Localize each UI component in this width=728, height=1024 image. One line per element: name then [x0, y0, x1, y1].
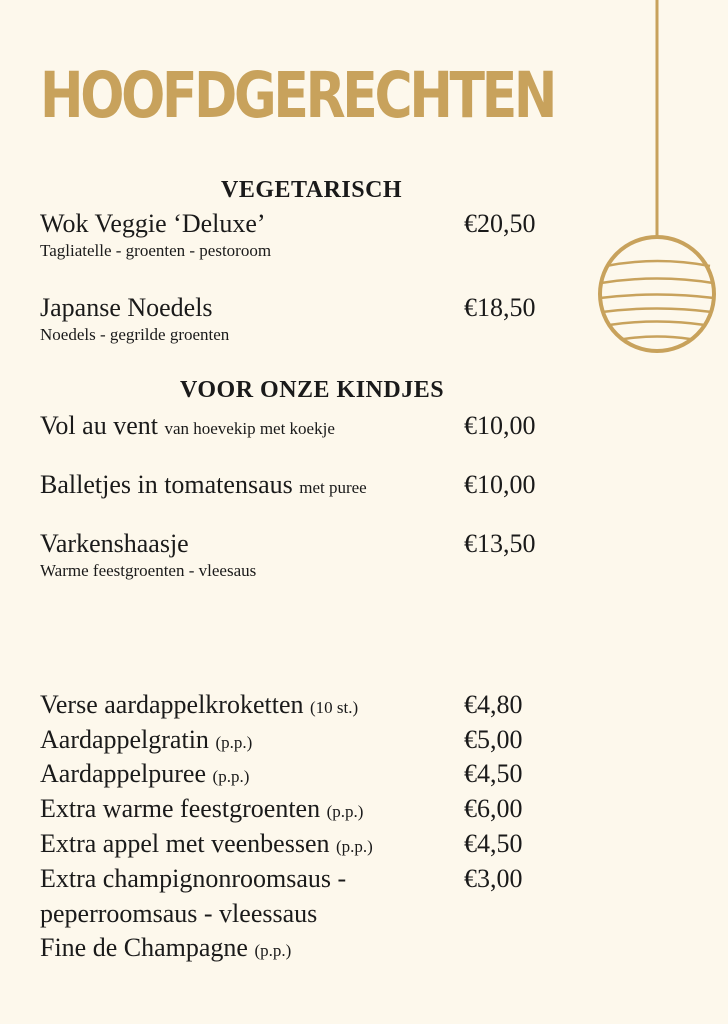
christmas-bauble-icon	[592, 0, 722, 360]
side-item: Extra warme feestgroenten (p.p.)	[40, 794, 364, 823]
section-heading-vegetarisch: VEGETARISCH	[221, 177, 403, 203]
side-item-price: €3,00	[464, 864, 523, 893]
menu-item-name: Balletjes in tomatensaus met puree	[40, 470, 367, 499]
side-item-price: €5,00	[464, 725, 523, 754]
menu-item-description: Tagliatelle - groenten - pestoroom	[40, 241, 272, 260]
side-item-price: €6,00	[464, 794, 523, 823]
side-item-unit: (p.p.)	[212, 767, 250, 786]
menu-item-price: €10,00	[464, 470, 536, 499]
side-item: Verse aardappelkroketten (10 st.)	[40, 690, 359, 719]
menu-item-price: €20,50	[464, 209, 536, 238]
menu-item-name: Varkenshaasje	[40, 529, 189, 558]
menu-item-name: Wok Veggie ‘Deluxe’	[40, 209, 266, 238]
side-item-unit: (p.p.)	[215, 733, 253, 752]
side-item: Fine de Champagne (p.p.)	[40, 933, 292, 962]
side-item-unit: (p.p.)	[336, 837, 373, 856]
menu-item-extra: met puree	[299, 478, 367, 497]
section-heading-kindjes: VOOR ONZE KINDJES	[180, 377, 445, 403]
side-item: Extra champignonroomsaus -	[40, 864, 347, 893]
side-item-price: €4,80	[464, 690, 523, 719]
menu-item-price: €18,50	[464, 293, 536, 322]
side-item-price: €4,50	[464, 829, 523, 858]
side-item: Extra appel met veenbessen (p.p.)	[40, 829, 373, 858]
menu-item-name: Vol au vent van hoevekip met koekje	[40, 411, 335, 440]
side-item-continued: peperroomsaus - vleessaus	[40, 899, 318, 928]
page-title: HOOFDGERECHTEN	[40, 59, 555, 132]
menu-item-price: €10,00	[464, 411, 536, 440]
menu-item-price: €13,50	[464, 529, 536, 558]
menu-item-extra: van hoevekip met koekje	[164, 419, 335, 438]
side-item: Aardappelgratin (p.p.)	[40, 725, 253, 754]
side-item: Aardappelpuree (p.p.)	[40, 759, 250, 788]
menu-item-name: Japanse Noedels	[40, 293, 213, 322]
side-item-unit: (p.p.)	[254, 941, 292, 960]
side-item-unit: (p.p.)	[326, 802, 364, 821]
side-item-price: €4,50	[464, 759, 523, 788]
menu-item-description: Warme feestgroenten - vleesaus	[40, 561, 257, 580]
side-item-unit: (10 st.)	[309, 698, 359, 717]
menu-item-description: Noedels - gegrilde groenten	[40, 325, 230, 344]
